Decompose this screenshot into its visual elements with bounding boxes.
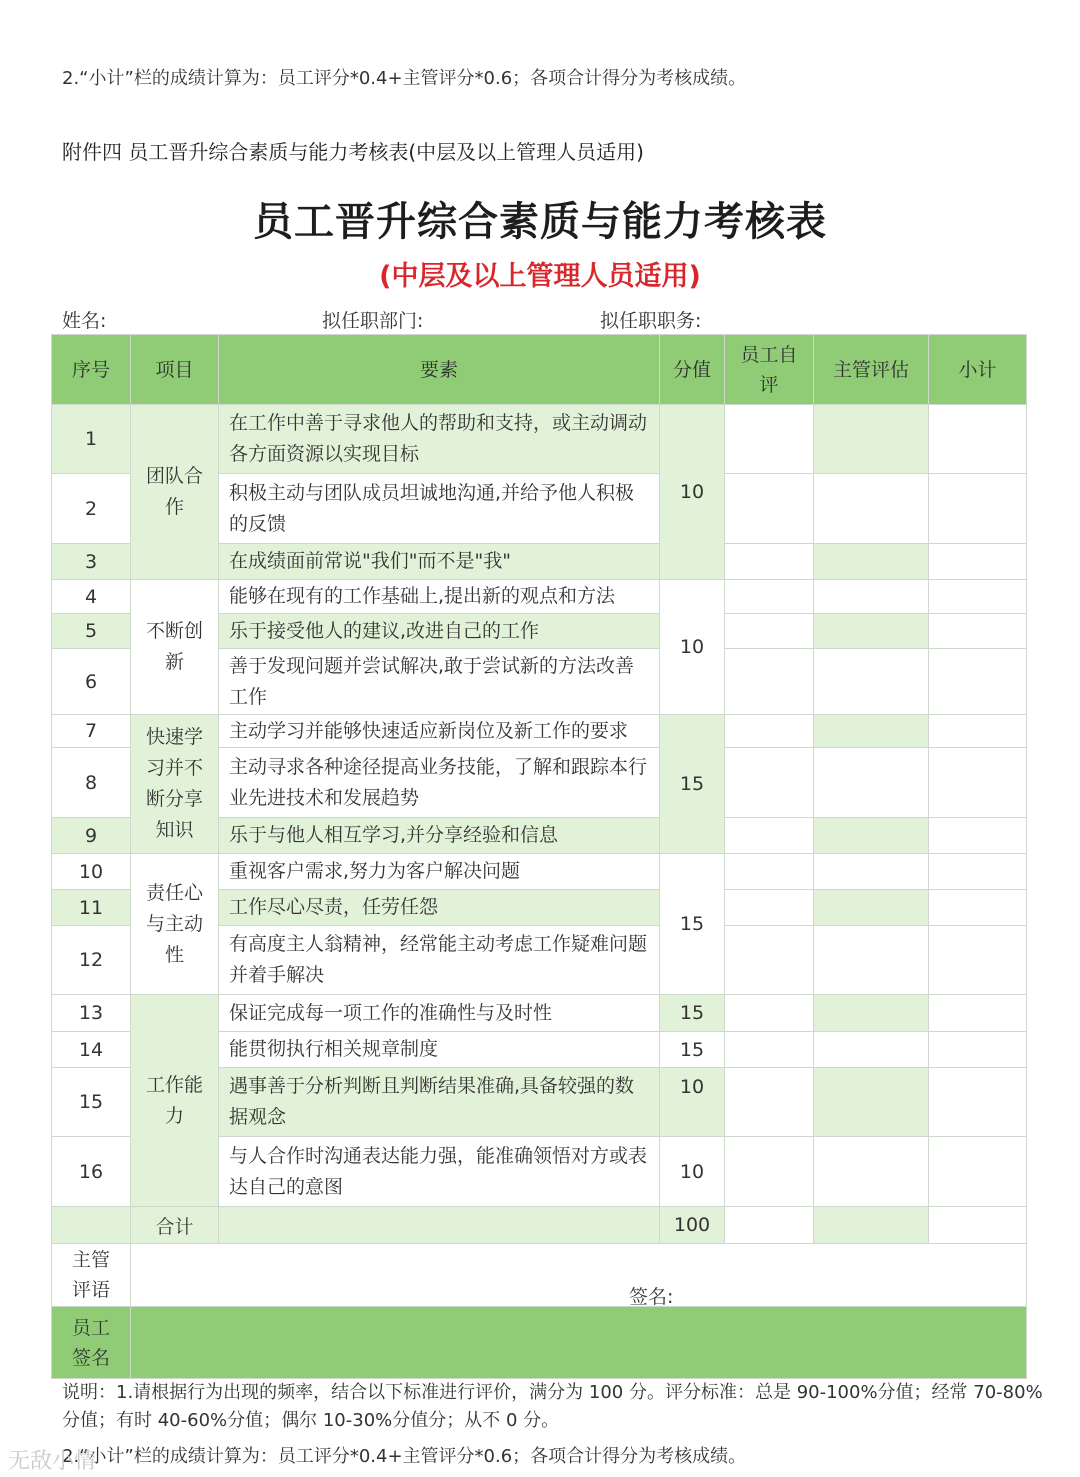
subtotal-cell[interactable]	[929, 995, 1027, 1032]
total-value: 100	[660, 1207, 725, 1244]
element-text: 有高度主人翁精神，经常能主动考虑工作疑难问题并着手解决	[219, 926, 660, 995]
table-row	[52, 854, 1027, 890]
supervisor-comment-field[interactable]	[131, 1244, 1027, 1307]
row-number: 13	[52, 995, 131, 1032]
row-number: 12	[52, 926, 131, 995]
subtotal-cell[interactable]	[929, 474, 1027, 544]
element-text: 乐于与他人相互学习,并分享经验和信息	[219, 818, 660, 854]
table-row	[52, 715, 1027, 748]
score-value: 10	[660, 1068, 725, 1137]
supervisor-comment-row	[52, 1244, 1027, 1307]
row-number: 14	[52, 1032, 131, 1068]
supervisor-eval-cell[interactable]	[814, 890, 929, 926]
total-no-cell	[52, 1207, 131, 1244]
subtotal-cell[interactable]	[929, 544, 1027, 580]
supervisor-eval-cell[interactable]	[814, 474, 929, 544]
supervisor-eval-cell[interactable]	[814, 1137, 929, 1207]
total-supervisor-eval-cell[interactable]	[814, 1207, 929, 1244]
note-line-1: 说明：1.请根据行为出现的频率，结合以下标准进行评价，满分为 100 分。评分标准：总是 90-100%分值；经常 70-80%	[62, 1382, 1043, 1403]
element-text: 能贯彻执行相关规章制度	[219, 1032, 660, 1068]
self-eval-cell[interactable]	[725, 1137, 814, 1207]
row-number: 7	[52, 715, 131, 748]
subtotal-cell[interactable]	[929, 405, 1027, 474]
category-learning: 快速学习并不断分享知识	[131, 715, 219, 854]
subtotal-cell[interactable]	[929, 580, 1027, 614]
supervisor-eval-cell[interactable]	[814, 715, 929, 748]
supervisor-eval-cell[interactable]	[814, 1032, 929, 1068]
total-self-eval-cell[interactable]	[725, 1207, 814, 1244]
signature-label: 签名:	[629, 1286, 674, 1308]
row-number: 1	[52, 405, 131, 474]
header-self-eval: 员工自评	[725, 335, 814, 405]
supervisor-eval-cell[interactable]	[814, 818, 929, 854]
subtotal-cell[interactable]	[929, 748, 1027, 818]
row-number: 15	[52, 1068, 131, 1137]
element-text: 与人合作时沟通表达能力强，能准确领悟对方或表达自己的意图	[219, 1137, 660, 1207]
subtotal-cell[interactable]	[929, 926, 1027, 995]
category-work-ability: 工作能力	[131, 995, 219, 1207]
score-value: 15	[660, 995, 725, 1032]
self-eval-cell[interactable]	[725, 649, 814, 715]
element-text: 工作尽心尽责，任劳任怨	[219, 890, 660, 926]
supervisor-comment-label: 主管评语	[52, 1244, 131, 1307]
score-value: 10	[660, 580, 725, 715]
header-item: 项目	[131, 335, 219, 405]
element-text: 遇事善于分析判断且判断结果准确,具备较强的数据观念	[219, 1068, 660, 1137]
self-eval-cell[interactable]	[725, 854, 814, 890]
supervisor-eval-cell[interactable]	[814, 995, 929, 1032]
table-row	[52, 580, 1027, 614]
row-number: 10	[52, 854, 131, 890]
self-eval-cell[interactable]	[725, 580, 814, 614]
element-text: 在工作中善于寻求他人的帮助和支持，或主动调动各方面资源以实现目标	[219, 405, 660, 474]
total-element-cell	[219, 1207, 660, 1244]
subtotal-cell[interactable]	[929, 1032, 1027, 1068]
employee-sign-row	[52, 1307, 1027, 1379]
self-eval-cell[interactable]	[725, 1032, 814, 1068]
score-value: 15	[660, 854, 725, 995]
supervisor-eval-cell[interactable]	[814, 614, 929, 649]
self-eval-cell[interactable]	[725, 715, 814, 748]
total-label: 合计	[131, 1207, 219, 1244]
subtotal-cell[interactable]	[929, 890, 1027, 926]
row-number: 9	[52, 818, 131, 854]
category-innovation: 不断创新	[131, 580, 219, 715]
dept-label: 拟任职部门:	[322, 310, 424, 332]
position-label: 拟任职职务:	[600, 310, 702, 332]
score-value: 15	[660, 715, 725, 854]
row-number: 16	[52, 1137, 131, 1207]
row-number: 5	[52, 614, 131, 649]
header-subtotal: 小计	[929, 335, 1027, 405]
self-eval-cell[interactable]	[725, 890, 814, 926]
total-row	[52, 1207, 1027, 1244]
annex-heading: 附件四 员工晋升综合素质与能力考核表(中层及以上管理人员适用)	[62, 140, 644, 164]
note-line-2: 分值；有时 40-60%分值；偶尔 10-30%分值分；从不 0 分。	[62, 1410, 560, 1431]
subtotal-cell[interactable]	[929, 715, 1027, 748]
row-number: 11	[52, 890, 131, 926]
supervisor-eval-cell[interactable]	[814, 854, 929, 890]
supervisor-eval-cell[interactable]	[814, 649, 929, 715]
score-value: 15	[660, 1032, 725, 1068]
header-no: 序号	[52, 335, 131, 405]
element-text: 善于发现问题并尝试解决,敢于尝试新的方法改善工作	[219, 649, 660, 715]
form-title: 员工晋升综合素质与能力考核表	[253, 199, 827, 245]
watermark: 无敌小情	[8, 1449, 97, 1474]
supervisor-eval-cell[interactable]	[814, 544, 929, 580]
self-eval-cell[interactable]	[725, 995, 814, 1032]
element-text: 在成绩面前常说"我们"而不是"我"	[219, 544, 660, 580]
element-text: 积极主动与团队成员坦诚地沟通,并给予他人积极的反馈	[219, 474, 660, 544]
header-supervisor-eval: 主管评估	[814, 335, 929, 405]
self-eval-cell[interactable]	[725, 474, 814, 544]
header-score: 分值	[660, 335, 725, 405]
element-text: 重视客户需求,努力为客户解决问题	[219, 854, 660, 890]
assessment-table	[51, 334, 1027, 1379]
element-text: 主动学习并能够快速适应新岗位及新工作的要求	[219, 715, 660, 748]
name-label: 姓名:	[62, 310, 107, 332]
score-value: 10	[660, 1137, 725, 1207]
subtotal-cell[interactable]	[929, 614, 1027, 649]
category-responsibility: 责任心与主动性	[131, 854, 219, 995]
element-text: 能够在现有的工作基础上,提出新的观点和方法	[219, 580, 660, 614]
row-number: 3	[52, 544, 131, 580]
category-team: 团队合作	[131, 405, 219, 580]
self-eval-cell[interactable]	[725, 614, 814, 649]
self-eval-cell[interactable]	[725, 818, 814, 854]
self-eval-cell[interactable]	[725, 405, 814, 474]
header-row	[52, 335, 1027, 405]
self-eval-cell[interactable]	[725, 926, 814, 995]
table-row	[52, 995, 1027, 1032]
employee-sign-field[interactable]	[131, 1307, 1027, 1379]
note-line-3: 2.“小计”栏的成绩计算为：员工评分*0.4+主管评分*0.6；各项合计得分为考核成绩。	[62, 1446, 747, 1467]
top-note: 2.“小计”栏的成绩计算为：员工评分*0.4+主管评分*0.6；各项合计得分为考核成绩。	[62, 68, 747, 89]
supervisor-eval-cell[interactable]	[814, 405, 929, 474]
self-eval-cell[interactable]	[725, 1068, 814, 1137]
row-number: 8	[52, 748, 131, 818]
subtotal-cell[interactable]	[929, 649, 1027, 715]
element-text: 主动寻求各种途径提高业务技能，了解和跟踪本行业先进技术和发展趋势	[219, 748, 660, 818]
supervisor-eval-cell[interactable]	[814, 1068, 929, 1137]
employee-sign-label: 员工签名	[52, 1307, 131, 1379]
supervisor-eval-cell[interactable]	[814, 580, 929, 614]
row-number: 6	[52, 649, 131, 715]
self-eval-cell[interactable]	[725, 748, 814, 818]
supervisor-eval-cell[interactable]	[814, 748, 929, 818]
supervisor-eval-cell[interactable]	[814, 926, 929, 995]
subtotal-cell[interactable]	[929, 1068, 1027, 1137]
row-number: 4	[52, 580, 131, 614]
subtotal-cell[interactable]	[929, 818, 1027, 854]
element-text: 保证完成每一项工作的准确性与及时性	[219, 995, 660, 1032]
header-element: 要素	[219, 335, 660, 405]
score-value: 10	[660, 405, 725, 580]
total-subtotal-cell[interactable]	[929, 1207, 1027, 1244]
subtotal-cell[interactable]	[929, 1137, 1027, 1207]
element-text: 乐于接受他人的建议,改进自己的工作	[219, 614, 660, 649]
form-subtitle: (中层及以上管理人员适用)	[379, 261, 701, 292]
table-row	[52, 405, 1027, 474]
row-number: 2	[52, 474, 131, 544]
subtotal-cell[interactable]	[929, 854, 1027, 890]
self-eval-cell[interactable]	[725, 544, 814, 580]
